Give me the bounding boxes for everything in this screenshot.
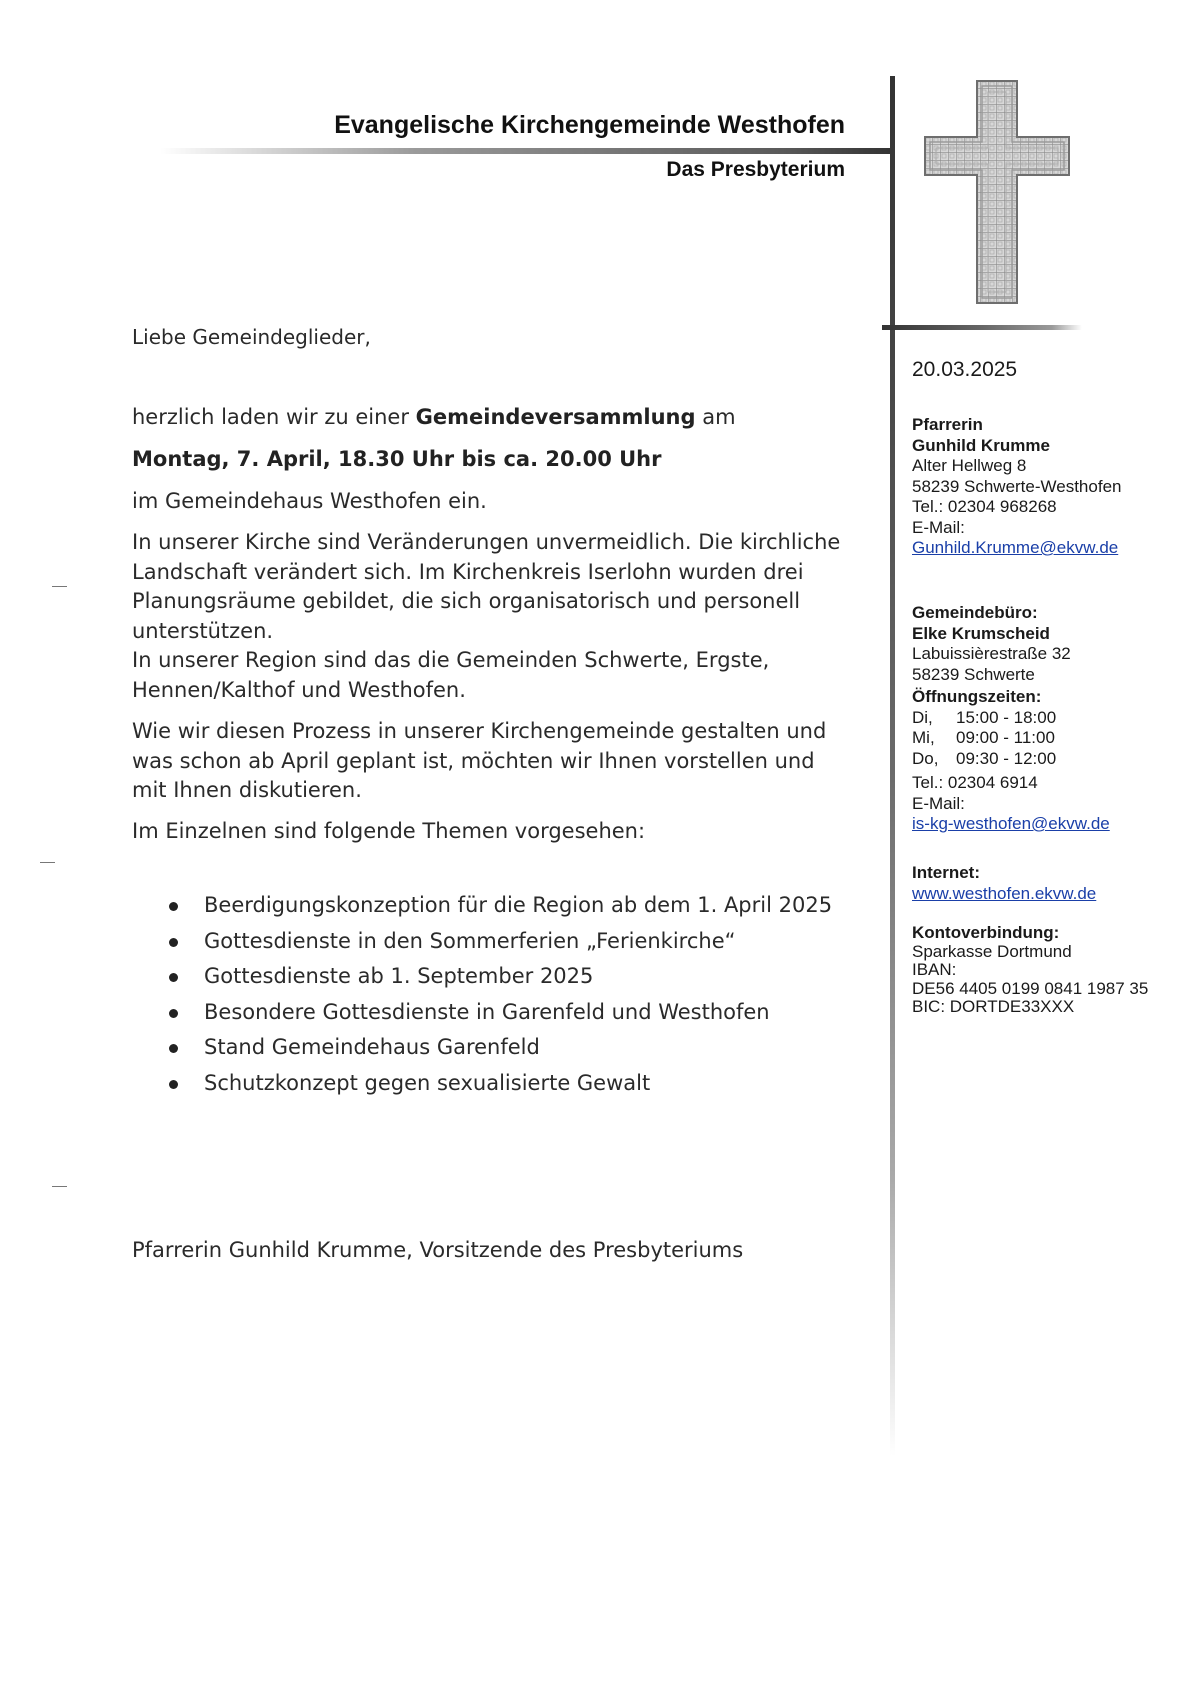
list-item (132, 959, 832, 995)
sidebar-rule (882, 325, 1082, 330)
bullet-icon (169, 1009, 178, 1018)
hours-time: 09:30 - 12:00 (956, 748, 1057, 768)
opening-hours-row (912, 708, 1110, 729)
hours-time: 15:00 - 18:00 (956, 707, 1057, 727)
pastor-contact (912, 415, 1121, 559)
hours-day: Do, (912, 748, 939, 768)
paragraph-line: Wie wir diesen Prozess in unserer Kirchengemeinde gestalten und (132, 719, 827, 743)
paragraph-line: Hennen/Kalthof und Westhofen. (132, 677, 466, 702)
pastor-name: Gunhild Krumme (912, 435, 1050, 455)
topic-text: Stand Gemeindehaus Garenfeld (204, 1035, 540, 1060)
opening-hours-row (912, 728, 1110, 749)
office-role: Gemeindebüro: (912, 603, 1038, 622)
office-city: 58239 Schwerte (912, 664, 1035, 684)
punch-mark (40, 862, 55, 863)
meeting-name: Gemeindeversammlung (415, 405, 696, 429)
pastor-email-label: E-Mail: (912, 517, 965, 537)
fold-mark (52, 586, 67, 587)
paragraph-line: Landschaft verändert sich. Im Kirchenkreis Iserlohn wurden drei (132, 559, 804, 584)
meeting-location: im Gemeindehaus Westhofen ein. (132, 489, 487, 513)
paragraph-topics-intro: Im Einzelnen sind folgende Themen vorgesehen: (132, 819, 646, 843)
topic-text: Gottesdienste in den Sommerferien „Ferienkirche“ (204, 928, 736, 953)
paragraph-line: mit Ihnen diskutieren. (132, 778, 362, 802)
pastor-phone: Tel.: 02304 968268 (912, 497, 1057, 516)
pastor-city: 58239 Schwerte-Westhofen (912, 476, 1122, 496)
fold-mark (52, 1186, 67, 1187)
paragraph-line: In unserer Region sind das die Gemeinden Schwerte, Ergste, (132, 648, 770, 672)
department-subtitle: Das Presbyterium (666, 158, 845, 181)
bank-name: Sparkasse Dortmund (912, 941, 1072, 961)
pastor-email-link[interactable]: Gunhild.Krumme@ekvw.de (912, 538, 1119, 557)
list-item (132, 924, 832, 960)
bullet-icon (169, 902, 178, 911)
opening-hours-row (912, 749, 1110, 770)
paragraph-line: unterstützen. (132, 618, 274, 643)
invitation-text-start: herzlich laden wir zu einer (132, 405, 416, 429)
topic-text: Gottesdienste ab 1. September 2025 (204, 964, 594, 989)
hours-time: 09:00 - 11:00 (956, 728, 1055, 747)
cross-logo-icon (924, 80, 1070, 304)
invitation-text-end: am (695, 405, 736, 429)
bic-value: BIC: DORTDE33XXX (912, 997, 1075, 1016)
meeting-date-time: Montag, 7. April, 18.30 Uhr bis ca. 20.00 Uhr (132, 447, 662, 471)
paragraph-line: In unserer Kirche sind Veränderungen unvermeidlich. Die kirchliche (132, 530, 841, 554)
paragraph-changes (132, 528, 852, 705)
list-item (132, 888, 832, 924)
pastor-street: Alter Hellweg 8 (912, 456, 1027, 475)
topic-text: Beerdigungskonzeption für die Region ab dem 1. April 2025 (204, 893, 833, 917)
letter-date: 20.03.2025 (912, 358, 1018, 381)
office-phone: Tel.: 02304 6914 (912, 773, 1038, 792)
signature: Pfarrerin Gunhild Krumme, Vorsitzende des Presbyteriums (132, 1238, 744, 1262)
bank-block (912, 924, 1148, 1017)
office-street: Labuissièrestraße 32 (912, 644, 1071, 663)
bullet-icon (169, 938, 178, 947)
greeting: Liebe Gemeindeglieder, (132, 325, 371, 349)
internet-block (912, 863, 1096, 904)
office-contact (912, 603, 1110, 835)
topic-text: Besondere Gottesdienste in Garenfeld und Westhofen (204, 999, 770, 1024)
opening-hours-label: Öffnungszeiten: (912, 687, 1042, 706)
bullet-icon (169, 1044, 178, 1053)
office-name: Elke Krumscheid (912, 623, 1050, 643)
paragraph-line: Planungsräume gebildet, die sich organisatorisch und personell (132, 589, 801, 613)
office-email-label: E-Mail: (912, 793, 965, 813)
internet-label: Internet: (912, 863, 980, 882)
pastor-role: Pfarrerin (912, 415, 983, 434)
organization-title: Evangelische Kirchengemeinde Westhofen (334, 111, 845, 139)
iban-value: DE56 4405 0199 0841 1987 35 (912, 978, 1149, 998)
paragraph-line: was schon ab April geplant ist, möchten wir Ihnen vorstellen und (132, 748, 815, 773)
paragraph-process (132, 717, 852, 806)
hours-day: Mi, (912, 728, 935, 747)
bullet-icon (169, 1080, 178, 1089)
vertical-divider (890, 76, 895, 1456)
hours-day: Di, (912, 707, 933, 727)
bullet-icon (169, 973, 178, 982)
topic-text: Schutzkonzept gegen sexualisierte Gewalt (204, 1070, 651, 1095)
iban-label: IBAN: (912, 960, 957, 979)
list-item (132, 1066, 832, 1102)
invitation-line (132, 403, 736, 433)
website-link[interactable]: www.westhofen.ekvw.de (912, 883, 1097, 903)
list-item (132, 1030, 832, 1066)
list-item (132, 995, 832, 1031)
bank-label: Kontoverbindung: (912, 923, 1060, 942)
header-rule (160, 148, 892, 154)
topics-list (132, 888, 832, 1102)
office-email-link[interactable]: is-kg-westhofen@ekvw.de (912, 814, 1110, 833)
